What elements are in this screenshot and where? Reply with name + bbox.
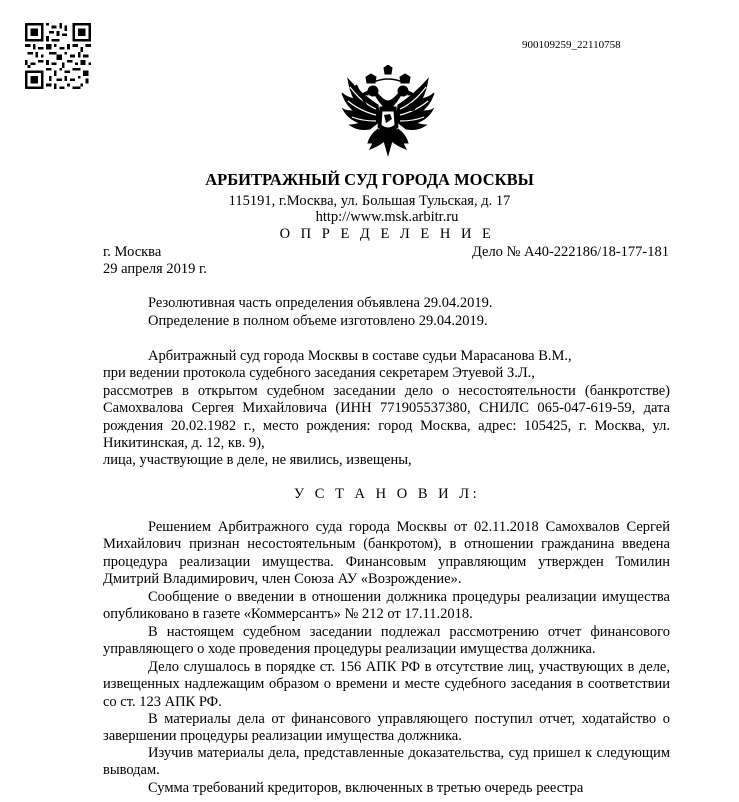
qr-code (25, 23, 91, 89)
coat-of-arms-emblem (340, 65, 436, 165)
paragraph-6: Изучив материалы дела, представленные доказательства, суд пришел к следующим выводам. (103, 745, 670, 779)
paragraph-1: Решением Арбитражного суда города Москвы от 02.11.2018 Самохвалов Сергей Михайлович признан несостоятельным (банкротом), в отношении гражданина введена процедура реализации имущества. Финансовым управляющим утвержден Томилин Дмитрий Владимирович, член Союза АУ «Возрождение». (103, 519, 670, 588)
document-id: 900109259_22110758 (522, 39, 621, 51)
city: г. Москва (103, 244, 162, 260)
intro-line-1: Арбитражный суд города Москвы в составе судьи Марасанова В.М., (148, 348, 572, 364)
paragraph-3: В настоящем судебном заседании подлежал рассмотрению отчет финансового управляющего о ходе проведения процедуры реализации имущества должника. (103, 624, 670, 658)
paragraph-2: Сообщение о введении в отношении должника процедуры реализации имущества опубликовано в газете «Коммерсантъ» № 212 от 17.11.2018. (103, 589, 670, 623)
intro-block (103, 348, 670, 470)
court-name: АРБИТРАЖНЫЙ СУД ГОРОДА МОСКВЫ (205, 170, 534, 189)
paragraph-4: Дело слушалось в порядке ст. 156 АПК РФ в отсутствие лиц, участвующих в деле, извещенных надлежащим образом о времени и месте судебного заседания в соответствии со ст. 123 АПК РФ. (103, 659, 670, 710)
announcement-line-2: Определение в полном объеме изготовлено 29.04.2019. (148, 313, 488, 329)
intro-line-2: при ведении протокола судебного заседания секретарем Этуевой З.Л., (103, 365, 535, 382)
document-type-title: О П Р Е Д Е Л Е Н И Е (279, 226, 495, 242)
announcement-line-1: Резолютивная часть определения объявлена 29.04.2019. (148, 295, 493, 311)
intro-line-4: лица, участвующие в деле, не явились, извещены, (103, 452, 412, 469)
paragraph-7: Сумма требований кредиторов, включенных в третью очередь реестра (148, 780, 584, 796)
court-website: http://www.msk.arbitr.ru (315, 209, 459, 225)
paragraph-5: В материалы дела от финансового управляющего поступил отчет, ходатайство о завершении процедуры реализации имущества должника. (103, 711, 670, 745)
established-heading: У С Т А Н О В И Л: (293, 486, 481, 502)
intro-line-3: рассмотрев в открытом судебном заседании дело о несостоятельности (банкротстве) Самохвалова Сергея Михайловича (ИНН 771905537380, СНИЛС 065-047-619-59, дата рождения 20.02.1982 г., место рождения: город Москва, адрес: 105425, г. Москва, ул. Никитинская, д. 12, кв. 9), (103, 382, 670, 452)
court-address: 115191, г.Москва, ул. Большая Тульская, д. 17 (228, 193, 511, 209)
document-date: 29 апреля 2019 г. (103, 261, 207, 277)
case-number: Дело № А40-222186/18-177-181 (471, 244, 669, 260)
